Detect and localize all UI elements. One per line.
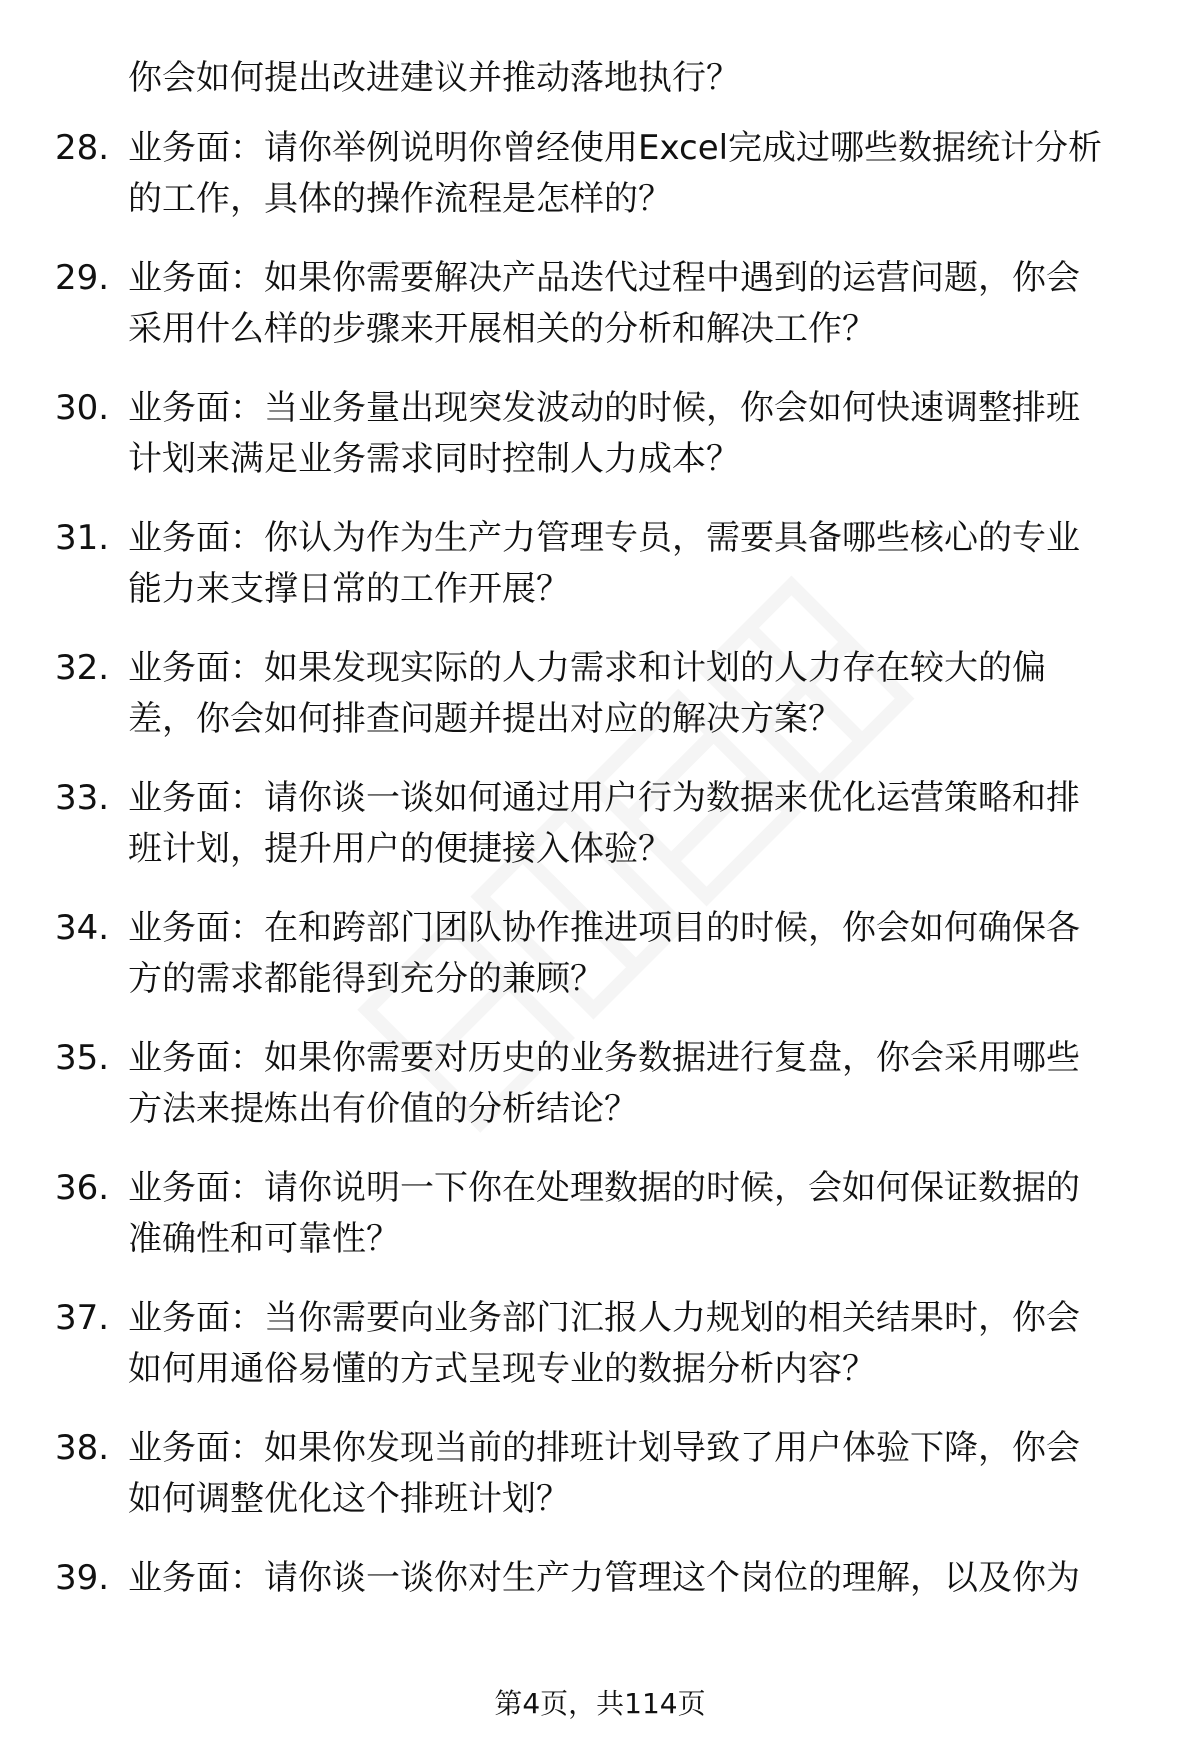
question-text: 业务面：请你谈一谈你对生产力管理这个岗位的理解，以及你为 — [128, 1558, 1080, 1598]
question-text: 的工作，具体的操作流程是怎样的？ — [128, 179, 672, 219]
question-text: 业务面：如果你需要对历史的业务数据进行复盘，你会采用哪些 — [128, 1038, 1080, 1078]
question-number: 30. — [55, 388, 110, 428]
question-text: 业务面：请你谈一谈如何通过用户行为数据来优化运营策略和排 — [128, 778, 1080, 818]
question-text: 如何用通俗易懂的方式呈现专业的数据分析内容？ — [128, 1349, 876, 1389]
question-number: 39. — [55, 1558, 110, 1598]
question-text: 计划来满足业务需求同时控制人力成本？ — [128, 439, 740, 479]
question-text: 能力来支撑日常的工作开展？ — [128, 569, 570, 609]
question-number: 28. — [55, 128, 110, 168]
question-text: 班计划，提升用户的便捷接入体验？ — [128, 829, 672, 869]
continuation-text: 你会如何提出改进建议并推动落地执行？ — [128, 58, 740, 98]
question-text: 业务面：当你需要向业务部门汇报人力规划的相关结果时，你会 — [128, 1298, 1080, 1338]
page-footer: 第4页，共114页 — [494, 1687, 706, 1720]
question-number: 32. — [55, 648, 110, 688]
question-text: 业务面：你认为作为生产力管理专员，需要具备哪些核心的专业 — [128, 518, 1080, 558]
question-number: 33. — [55, 778, 110, 818]
question-text: 业务面：如果发现实际的人力需求和计划的人力存在较大的偏 — [128, 648, 1046, 688]
question-text: 采用什么样的步骤来开展相关的分析和解决工作？ — [128, 309, 876, 349]
question-number: 37. — [55, 1298, 110, 1338]
question-text: 业务面：请你举例说明你曾经使用Excel完成过哪些数据统计分析 — [128, 128, 1103, 168]
question-number: 29. — [55, 258, 110, 298]
question-text: 差，你会如何排查问题并提出对应的解决方案？ — [128, 699, 842, 739]
question-text: 业务面：如果你发现当前的排班计划导致了用户体验下降，你会 — [128, 1428, 1080, 1468]
question-text: 业务面：请你说明一下你在处理数据的时候，会如何保证数据的 — [128, 1168, 1080, 1208]
question-number: 35. — [55, 1038, 110, 1078]
question-text: 准确性和可靠性？ — [128, 1219, 400, 1259]
question-number: 34. — [55, 908, 110, 948]
question-number: 36. — [55, 1168, 110, 1208]
question-text: 业务面：当业务量出现突发波动的时候，你会如何快速调整排班 — [128, 388, 1080, 428]
question-number: 38. — [55, 1428, 110, 1468]
question-text: 方的需求都能得到充分的兼顾？ — [128, 959, 604, 999]
question-text: 业务面：如果你需要解决产品迭代过程中遇到的运营问题，你会 — [128, 258, 1080, 298]
question-number: 31. — [55, 518, 110, 558]
question-text: 如何调整优化这个排班计划？ — [128, 1479, 570, 1519]
question-text: 方法来提炼出有价值的分析结论？ — [128, 1089, 638, 1129]
question-text: 业务面：在和跨部门团队协作推进项目的时候，你会如何确保各 — [128, 908, 1080, 948]
